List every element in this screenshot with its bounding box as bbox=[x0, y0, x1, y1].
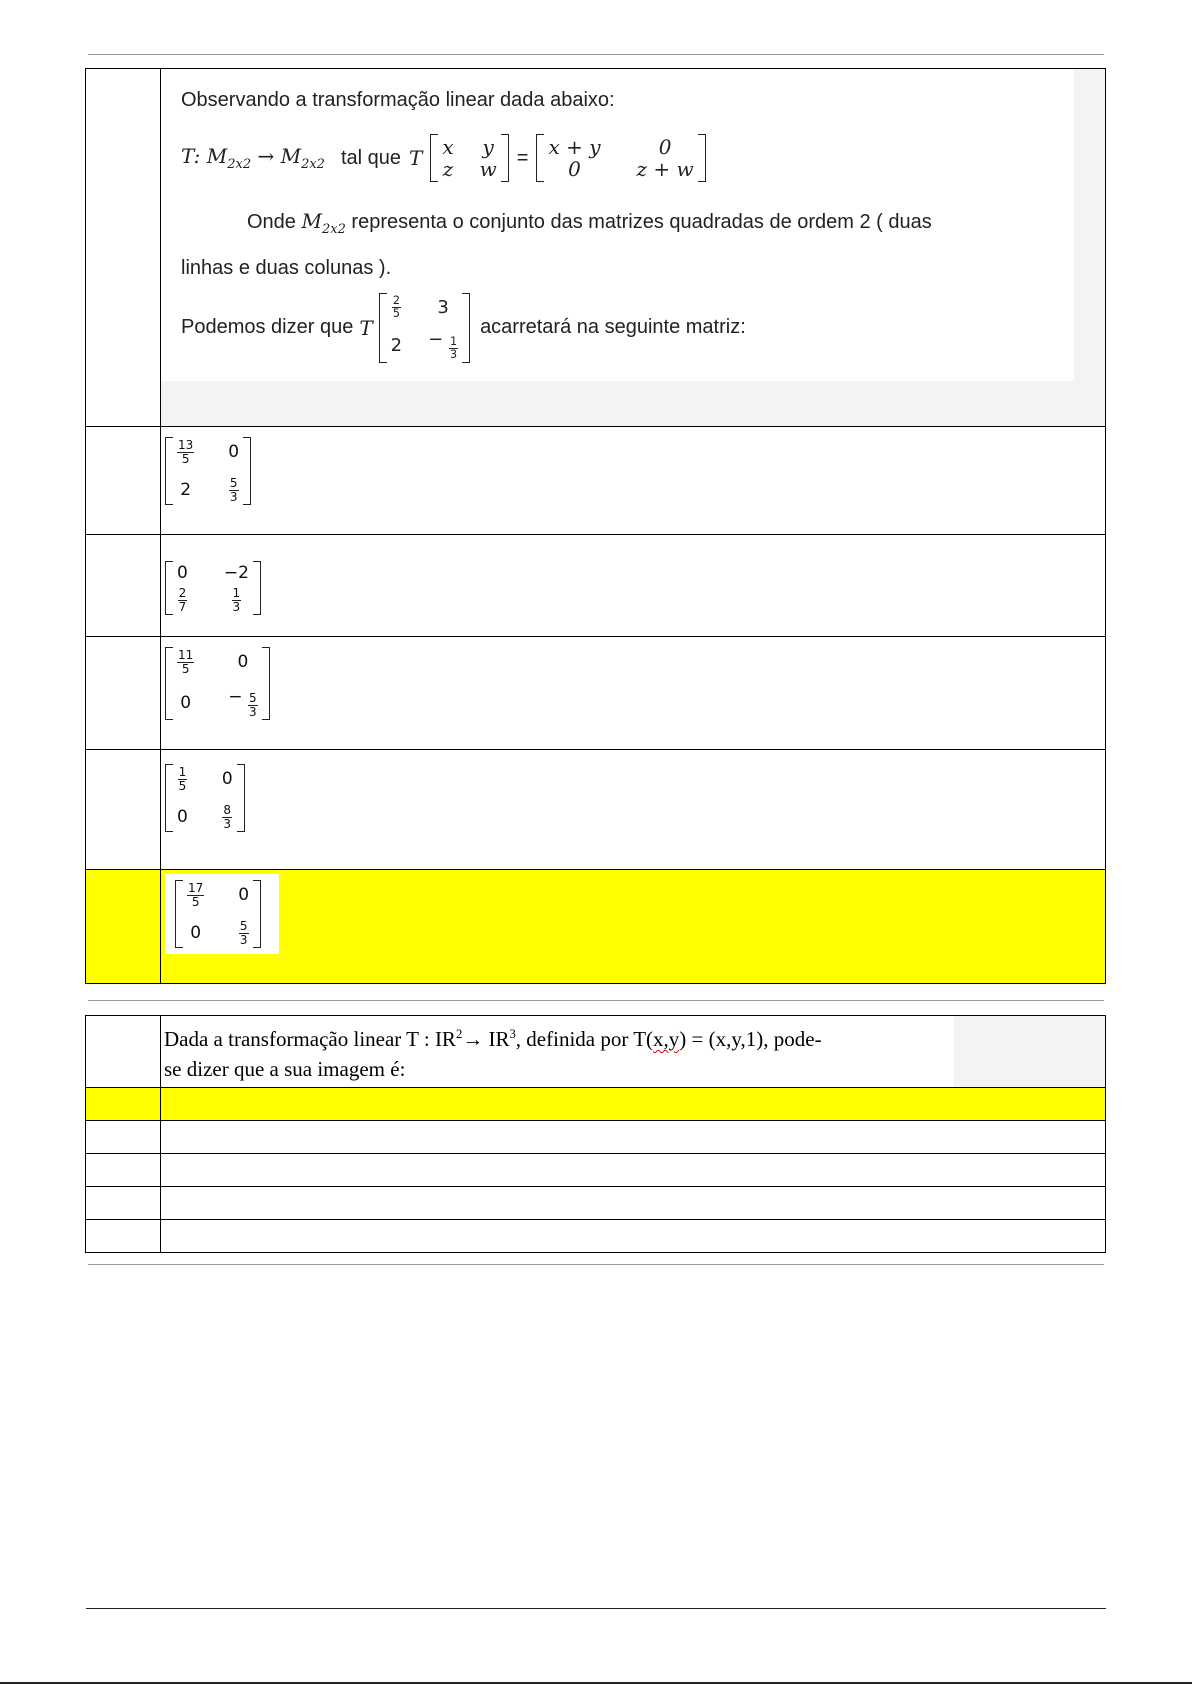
mid-rule-2 bbox=[88, 1264, 1104, 1265]
top-rule bbox=[88, 54, 1104, 55]
q1-podemos: Podemos dizer que T $\frac{2}{5}$ 3 2 − $\frac{1}{3}$ acarretará na seguinte matriz: bbox=[181, 294, 746, 362]
lhs-matrix: x y z w bbox=[430, 134, 508, 182]
option-e-matrix: $\frac{17}{5}$ 0 0 $\frac{5}{3}$ bbox=[175, 880, 261, 948]
option-d-label-cell[interactable] bbox=[86, 750, 161, 870]
q1-number-cell bbox=[86, 69, 161, 427]
q2-option-a-label-cell[interactable] bbox=[86, 1087, 161, 1120]
q2-option-c[interactable] bbox=[161, 1153, 1106, 1186]
q1-intro: Observando a transformação linear dada abaixo: bbox=[181, 89, 615, 111]
q1-definition: T: $M_{2x2} \to M_{2x2}$ tal que T x y z w = x + y 0 0 z + w bbox=[181, 134, 1074, 182]
option-d-matrix: $\frac{1}{5}$ 0 0 $\frac{8}{3}$ bbox=[165, 764, 245, 832]
q1-stem-cell bbox=[161, 69, 1106, 427]
option-a[interactable] bbox=[161, 427, 1106, 535]
q2-stem bbox=[161, 1016, 954, 1087]
q2-number-cell bbox=[86, 1016, 161, 1088]
option-e-label-cell[interactable] bbox=[86, 870, 161, 984]
q2-option-d[interactable] bbox=[161, 1186, 1106, 1219]
option-e-correct[interactable] bbox=[161, 870, 1106, 984]
q2-option-b[interactable] bbox=[161, 1120, 1106, 1153]
q2-option-a-correct[interactable] bbox=[161, 1087, 1106, 1120]
q2-option-e-label-cell[interactable] bbox=[86, 1219, 161, 1252]
page-bottom-rule bbox=[0, 1682, 1192, 1684]
q2-stem-line-1: Dada a transformação linear T : $IR^2\to IR^3$, definida por T(x,y) = (x,y,1), pode- bbox=[164, 1027, 822, 1051]
mid-rule-1 bbox=[88, 1000, 1104, 1001]
question-2-table bbox=[85, 1015, 1106, 1253]
option-a-label-cell[interactable] bbox=[86, 427, 161, 535]
option-c[interactable] bbox=[161, 637, 1106, 750]
q2-option-c-label-cell[interactable] bbox=[86, 1153, 161, 1186]
option-b[interactable] bbox=[161, 535, 1106, 637]
q2-stem-line-2: se dizer que a sua imagem é: bbox=[164, 1057, 406, 1082]
q2-option-b-label-cell[interactable] bbox=[86, 1120, 161, 1153]
rhs-matrix: x + y 0 0 z + w bbox=[536, 134, 705, 182]
argument-matrix: $\frac{2}{5}$ 3 2 − $\frac{1}{3}$ bbox=[379, 293, 470, 363]
footer-rule bbox=[86, 1608, 1106, 1609]
q2-option-e[interactable] bbox=[161, 1219, 1106, 1252]
option-d[interactable] bbox=[161, 750, 1106, 870]
q2-stem-cell bbox=[161, 1016, 1106, 1088]
q1-stem bbox=[161, 69, 1074, 381]
q2-option-d-label-cell[interactable] bbox=[86, 1186, 161, 1219]
q1-onde-cont: linhas e duas colunas ). bbox=[181, 257, 392, 279]
q1-onde: Onde $M_{2x2}$ representa o conjunto das matrizes quadradas de ordem 2 ( duas bbox=[247, 209, 932, 237]
option-c-matrix: $\frac{11}{5}$ 0 0 − $\frac{5}{3}$ bbox=[165, 647, 270, 720]
question-1-table bbox=[85, 68, 1106, 984]
option-a-matrix: $\frac{13}{5}$ 0 2 $\frac{5}{3}$ bbox=[165, 437, 251, 505]
option-b-label-cell[interactable] bbox=[86, 535, 161, 637]
option-b-matrix: 0 −2 $\frac{2}{7}$ $\frac{1}{3}$ bbox=[165, 561, 261, 615]
option-c-label-cell[interactable] bbox=[86, 637, 161, 750]
